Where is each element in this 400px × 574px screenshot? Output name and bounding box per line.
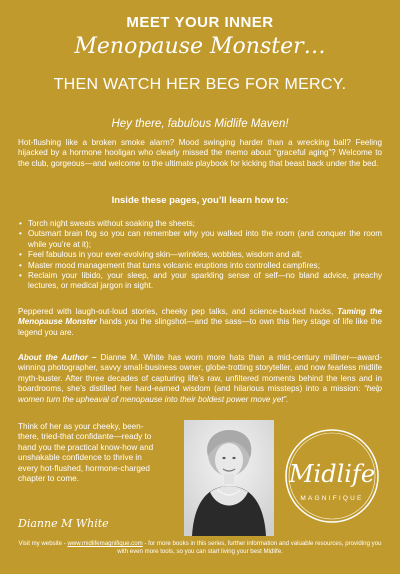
list-item: • Feel fabulous in your ever-evolving skin—wrinkles, wobbles, wisdom and all; bbox=[18, 250, 382, 260]
website-link[interactable]: www.midlifemagnifique.com bbox=[67, 540, 143, 547]
intro-paragraph: Hot-flushing like a broken smoke alarm? Mood swinging harder than a wrecking ball? Feeling hijacked by a hormone hooligan who clearly missed the memo about “graceful aging”? Welcome to the club, gorgeous—and welcome to the ultimate playbook for kicking that beast back under the bed. bbox=[18, 138, 382, 168]
about-author-lead: About the Author – bbox=[18, 353, 97, 362]
author-photo bbox=[184, 420, 274, 536]
footer-text-before: Visit my website - bbox=[18, 540, 68, 547]
benefits-list bbox=[18, 219, 382, 292]
midlife-magnifique-logo bbox=[276, 420, 388, 532]
author-signature: Dianne M White bbox=[18, 517, 109, 530]
about-author-text: Dianne M. White has worn more hats than a mid-century milliner—award-winning photographer, savvy small-business owner, globe-trotting storyteller, and now fearless midlife myth-buster. After three decades of capturing life’s raw, unfiltered moments behind the lens and in boardrooms, she’s distilled her hard-earned wisdom (and hilarious missteps) into a mission: bbox=[18, 353, 383, 394]
logo-emblem-icon bbox=[276, 420, 388, 532]
footer-note bbox=[18, 540, 382, 556]
list-item: • Outsmart brain fog so you can remember why you walked into the room (and conquer the room while you’re at it); bbox=[18, 229, 382, 250]
pepper-text-after: hands you the slingshot—and the sass—to own this fiery stage of life like the legend you are. bbox=[18, 317, 382, 337]
about-author-paragraph bbox=[18, 353, 382, 405]
author-portrait-image bbox=[184, 420, 274, 536]
pepper-text-before: Peppered with laugh-out-loud stories, cheeky pep talks, and science-backed hacks, bbox=[18, 307, 338, 316]
logo-sub-text: MAGNIFIQUE bbox=[300, 495, 364, 502]
list-item: • Master mood management that turns volcanic eruptions into controlled campfires; bbox=[18, 261, 382, 271]
book-title: Taming the Menopause Monster bbox=[18, 307, 382, 327]
author-mission-quote: “help women turn the upheaval of menopause into their boldest power move yet”. bbox=[18, 384, 382, 404]
list-item: • Reclaim your libido, your sleep, and your sparkling sense of self—no bland advice, preachy lectures, or medical jargon in sight. bbox=[18, 271, 382, 292]
list-item: • Torch night sweats without soaking the sheets; bbox=[18, 219, 382, 229]
logo-script-text: Midlife bbox=[288, 460, 376, 488]
learn-heading: Inside these pages, you’ll learn how to: bbox=[111, 195, 289, 206]
headline-top: MEET YOUR INNER bbox=[126, 14, 274, 31]
pepper-paragraph bbox=[18, 307, 382, 338]
headline-script: Menopause Monster… bbox=[74, 34, 326, 59]
greeting: Hey there, fabulous Midlife Maven! bbox=[111, 118, 289, 130]
footer-text-after: - for more books in this series, further information and valuable resources, providing you with even more tools, so you can start living your best Midlife. bbox=[117, 540, 382, 555]
confidante-paragraph: Think of her as your cheeky, been-there, tried-that confidante—ready to hand you the practical know-how and unshakable confidence to thrive in every hot-flushed, hormone-charged chapter to come. bbox=[18, 422, 154, 484]
headline-bottom: THEN WATCH HER BEG FOR MERCY. bbox=[53, 76, 347, 93]
